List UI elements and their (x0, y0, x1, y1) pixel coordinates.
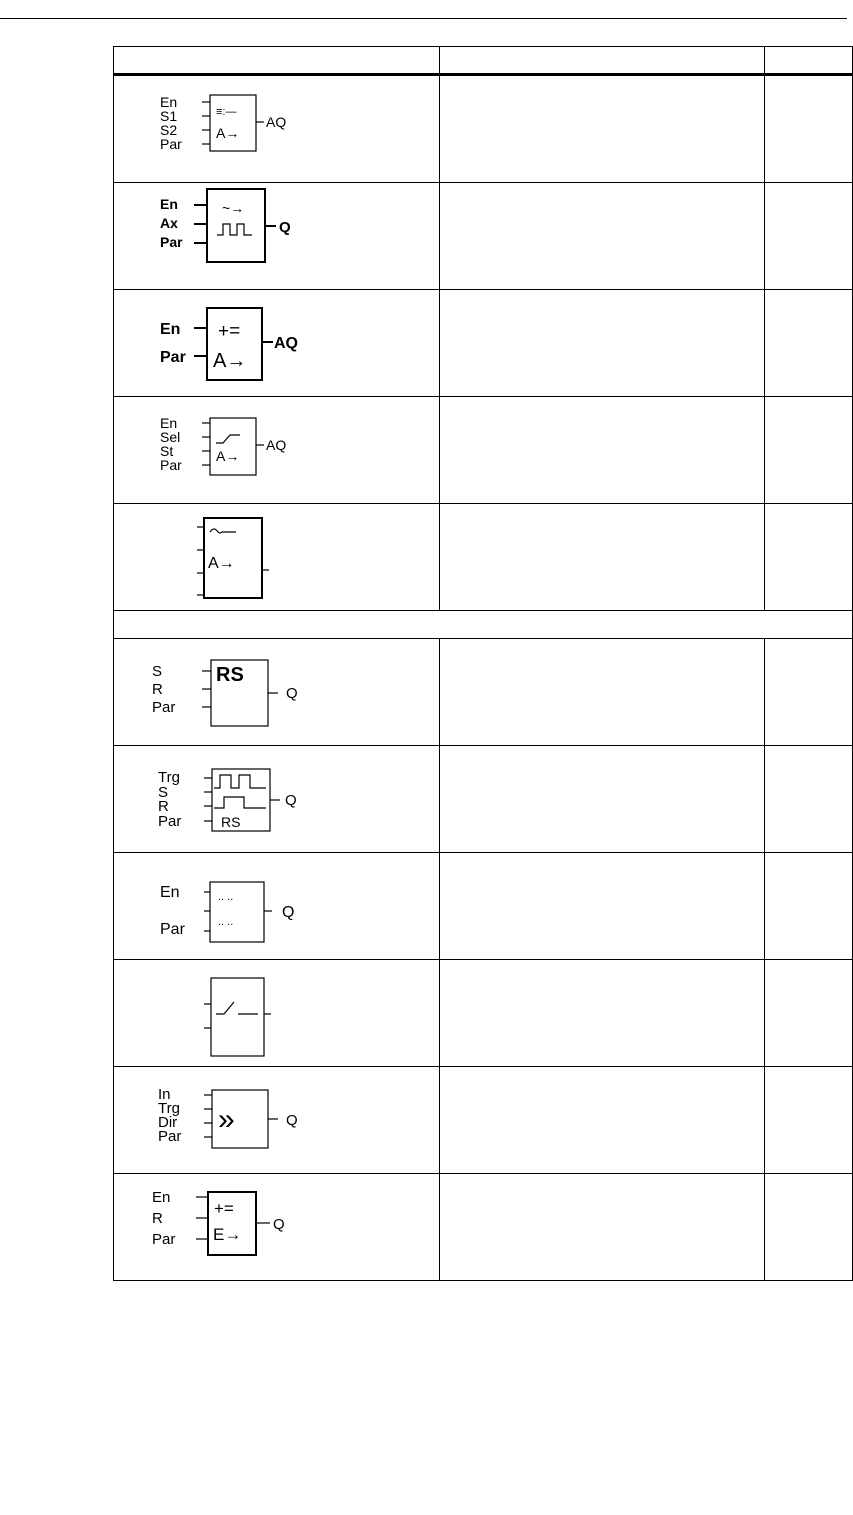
a-arrow-label: A→ (216, 125, 240, 141)
a-arrow-label: A→ (213, 350, 247, 372)
designation-cell (440, 397, 765, 504)
message-dots: .. .. (218, 891, 234, 903)
symbol-cell (114, 397, 440, 504)
table-row (114, 960, 853, 1067)
input-label: En (160, 94, 178, 110)
latching-relay-symbol (152, 645, 352, 740)
symbol-cell (114, 504, 440, 611)
message-dots: .. .. (218, 916, 234, 928)
designation-cell (440, 853, 765, 960)
input-label: Trg (158, 1100, 180, 1117)
header-designation (440, 47, 765, 75)
input-label: Par (160, 921, 185, 938)
table-row (114, 1067, 853, 1174)
section-header-row (114, 611, 853, 639)
softkey-symbol (152, 966, 352, 1061)
table-row (114, 397, 853, 504)
reference-cell (765, 1067, 853, 1174)
input-label: Par (158, 1128, 182, 1145)
header-symbol (114, 47, 440, 75)
plus-eq-label: += (214, 1199, 234, 1218)
table-header-row (114, 47, 853, 75)
table-row (114, 504, 853, 611)
output-label: Q (286, 1112, 298, 1129)
designation-cell (440, 639, 765, 746)
designation-cell (440, 504, 765, 611)
symbol-cell (114, 1174, 440, 1281)
message-text-symbol (152, 859, 352, 954)
designation-cell (440, 183, 765, 290)
table-row (114, 75, 853, 183)
rs-label: RS (221, 814, 241, 830)
input-label: Par (152, 699, 176, 716)
reference-cell (765, 639, 853, 746)
table-row (114, 290, 853, 397)
analog-multiplexer-symbol (152, 82, 352, 177)
input-label: R (158, 798, 169, 815)
designation-cell (440, 1174, 765, 1281)
symbol-cell (114, 746, 440, 853)
a-arrow-label: A→ (216, 448, 240, 464)
output-label: Q (285, 792, 297, 809)
input-label: S2 (160, 122, 178, 138)
page-header-rule (0, 18, 847, 19)
input-label: En (160, 196, 178, 212)
pi-controller-symbol (152, 510, 352, 605)
output-label: AQ (266, 114, 287, 130)
table-row (114, 746, 853, 853)
input-label: Par (152, 1231, 176, 1248)
input-label: En (152, 1189, 171, 1206)
reference-cell (765, 1174, 853, 1281)
input-label: Trg (158, 769, 180, 786)
input-label: Sel (160, 429, 181, 445)
e-arrow-label: E→ (213, 1225, 242, 1244)
input-label: R (152, 681, 163, 698)
rs-label: RS (216, 664, 244, 686)
symbol-cell (114, 183, 440, 290)
header-reference (765, 47, 853, 75)
input-label: Par (160, 457, 182, 473)
designation-cell (440, 746, 765, 853)
analog-math-error-symbol (152, 1180, 352, 1275)
table-row (114, 853, 853, 960)
table-row (114, 639, 853, 746)
designation-cell (440, 75, 765, 183)
output-label: AQ (266, 437, 287, 453)
input-label: S (158, 784, 169, 801)
symbol-cell (114, 290, 440, 397)
symbol-cell (114, 853, 440, 960)
reference-cell (765, 504, 853, 611)
analog-ramp-symbol (152, 403, 352, 498)
function-block-table (113, 46, 853, 1281)
section-label (114, 611, 853, 639)
input-label: En (160, 415, 178, 431)
output-label: AQ (274, 335, 298, 352)
input-label: Ax (160, 215, 178, 231)
reference-cell (765, 290, 853, 397)
input-label: St (160, 443, 174, 459)
pwm-sym-label: ~→ (222, 200, 245, 216)
plus-eq-label: += (218, 321, 241, 342)
reference-cell (765, 397, 853, 504)
chevrons-label: » (218, 1103, 235, 1136)
input-label: En (160, 321, 181, 338)
output-label: Q (286, 685, 298, 702)
input-label: Par (160, 136, 182, 152)
pwm-symbol (152, 189, 352, 284)
symbol-cell (114, 75, 440, 183)
a-arrow-label: A→ (208, 555, 235, 572)
input-label: S1 (160, 108, 178, 124)
reference-cell (765, 960, 853, 1067)
svg-text:≡:—: ≡:— (216, 106, 237, 118)
designation-cell (440, 290, 765, 397)
input-label: Par (160, 234, 183, 250)
reference-cell (765, 853, 853, 960)
designation-cell (440, 960, 765, 1067)
input-label: Par (158, 813, 182, 830)
reference-cell (765, 75, 853, 183)
table-row (114, 183, 853, 290)
symbol-cell (114, 1067, 440, 1174)
symbol-cell (114, 639, 440, 746)
input-label: Par (160, 349, 186, 366)
input-label: S (152, 663, 163, 680)
shift-register-symbol (152, 1073, 352, 1168)
input-label: In (158, 1086, 171, 1103)
table-row (114, 1174, 853, 1281)
output-label: Q (279, 219, 291, 236)
reference-cell (765, 746, 853, 853)
input-label: Dir (158, 1114, 178, 1131)
input-label: R (152, 1210, 163, 1227)
current-impulse-relay-symbol (152, 752, 352, 847)
analog-math-symbol (152, 296, 352, 391)
input-label: En (160, 884, 180, 901)
symbol-cell (114, 960, 440, 1067)
output-label: Q (282, 904, 295, 921)
reference-cell (765, 183, 853, 290)
designation-cell (440, 1067, 765, 1174)
output-label: Q (273, 1216, 285, 1233)
